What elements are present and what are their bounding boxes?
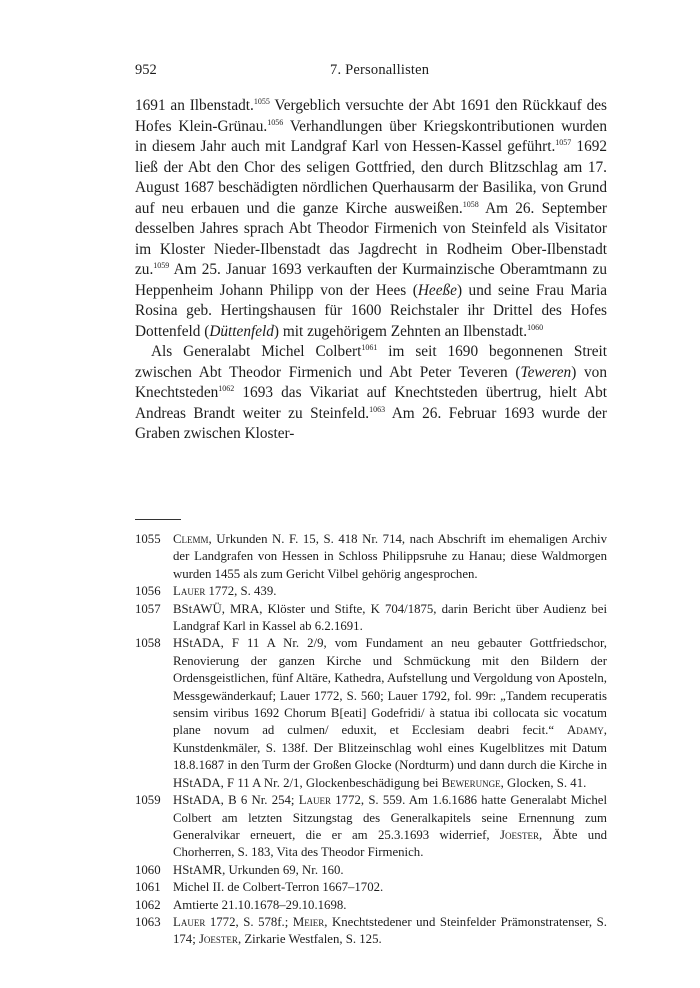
footnote — [135, 635, 607, 792]
footnote — [135, 879, 607, 896]
text-span: HStADA, F 11 A Nr. 2/9, vom Fundament an neu gebauter Gottfriedschor, Renovierung der ganzen Kirche und Schmückung mit den Bildern der Ordensgeistlichen, fünf Altäre, Kathedra, Aufstellung und Vergoldung von Aposteln, Messgewänderkauf; Lauer 1772, S. 560; Lauer 1792, fol. 99r: „Tandem recuperatis sensim viribus 1692 Chorum B[eati] Godefridi/ à statua ibi collocata sic vocatum plane novum ad culmen/ eduxit, et Ecclesiam deabri fecit.“ — [173, 636, 607, 738]
footnote — [135, 897, 607, 914]
footnote-text — [173, 583, 607, 600]
footnote — [135, 862, 607, 879]
footnote-number: 1062 — [135, 897, 161, 912]
text-span: Vergeblich versuchte der Abt 1691 den Rückkauf des Hofes Klein-Grünau. — [135, 97, 607, 135]
footnote-number: 1059 — [135, 793, 161, 808]
footnote — [135, 601, 607, 636]
text-span: ) und seine Frau Maria Rosina geb. Hertingshausen für 1600 Reichstaler ihr Drittel des Hofes Dottenfeld ( — [135, 281, 607, 340]
footnote — [135, 583, 607, 600]
author-name: Lauer — [173, 914, 206, 929]
page-number: 952 — [135, 62, 157, 78]
text-span: Am 25. Januar 1693 verkauften der Kurmainzische Oberamtmann zu Heppenheim Johann Philipp von der Hees ( — [135, 261, 607, 299]
text-span: Am 26. September desselben Jahres sprach Abt Theodor Firmenich von Steinfeld als Visitator im Kloster Nieder-Ilbenstadt das Jagdrecht in Rodheim Ober-Ilbenstadt zu. — [135, 199, 607, 278]
text-span: , Zirkarie Westfalen, S. 125. — [237, 932, 382, 947]
footnote-divider — [135, 519, 181, 520]
italic-name: Düttenfeld — [209, 322, 274, 340]
text-span: 1772, S. 559. Am 1.6.1686 hatte Generalabt Michel Colbert am letzten Sitzungstag des Generalkapitels seine Ernennung zum Generalvikar erneuert, die er am 25.3.1693 widerrief, — [173, 793, 607, 842]
author-name: Joester — [198, 932, 238, 947]
author-name: Clemm — [173, 532, 209, 546]
main-text — [135, 96, 607, 445]
footnote — [135, 792, 607, 862]
footnote-text — [173, 792, 607, 862]
page-header — [135, 62, 607, 82]
footnote-ref: 1059 — [153, 261, 170, 270]
footnote — [135, 531, 607, 583]
paragraph — [135, 342, 607, 445]
text-span: 1691 an Ilbenstadt. — [135, 97, 254, 114]
text-span: Am 26. Februar 1693 wurde der Graben zwischen Kloster- — [135, 404, 608, 442]
footnote-number: 1055 — [135, 532, 161, 546]
text-span: 1692 ließ der Abt den Chor des seligen Gottfried, den durch Blitzschlag am 17. August 1687 beschädigten nördlichen Querhausarm der Basilika, von Grund auf neu erbauen und die ganze Kirche ausweißen. — [135, 138, 608, 217]
footnote-text — [173, 914, 607, 949]
footnote — [135, 914, 607, 949]
footnote-number: 1060 — [135, 862, 161, 877]
text-span: HStADA, B 6 Nr. 254; — [173, 793, 299, 808]
text-span: 1772, S. 578f.; — [205, 914, 293, 929]
italic-name: Tewеren — [520, 363, 572, 381]
author-name: Meier — [292, 914, 325, 929]
footnote-ref: 1062 — [218, 384, 235, 393]
text-span: 1693 das Vikariat auf Knechtsteden übertrug, hielt Abt Andreas Brandt weiter zu Steinfeld. — [135, 384, 607, 422]
footnote-number: 1057 — [135, 601, 161, 616]
author-name: Lauer — [173, 584, 206, 599]
text-span: , Kunstdenkmäler, S. 138f. Der Blitzeinschlag wohl eines Kugelblitzes mit Datum 18.8.1687 in den Turm der Großen Glocke (Nordturm) und dann durch die Kirche in HStADA, F 11 A Nr. 2/1, Glockenbeschädigung bei — [173, 723, 607, 790]
footnote-number: 1061 — [135, 880, 161, 895]
footnote-text: BStAWÜ, MRA, Klöster und Stifte, K 704/1875, darin Bericht über Audienz bei Landgraf Karl in Kassel ab 6.2.1691. — [173, 601, 607, 634]
running-title: 7. Personallisten — [330, 62, 430, 78]
footnote-text: HStAMR, Urkunden 69, Nr. 160. — [173, 862, 344, 877]
footnote-text — [173, 531, 607, 583]
footnote-text — [173, 635, 607, 792]
author-name: Lauer — [298, 793, 332, 808]
footnote-ref: 1057 — [555, 138, 572, 147]
text-span: , Äbte und Chorherren, S. 183, Vita des Theodor Firmenich. — [173, 827, 607, 860]
footnote-ref: 1063 — [369, 404, 386, 414]
paragraph — [135, 96, 607, 342]
text-span: im seit 1690 begonnenen Streit zwischen Abt Theodor Firmenich und Abt Peter Teveren ( — [135, 343, 608, 381]
text-span: ) mit zugehörigem Zehnten an Ilbenstadt. — [273, 322, 528, 340]
text-span: , Urkunden N. F. 15, S. 418 Nr. 714, nach Abschrift im ehemaligen Archiv der Landgrafen von Hessen in Schloss Philippsruhe zu Hanau; diese Waldmorgen wurden 1455 als zum Gericht Vilbel gehörig angesprochen. — [173, 532, 607, 581]
footnote-ref: 1056 — [267, 117, 284, 127]
footnote-ref: 1061 — [361, 343, 378, 352]
text-span: 1772, S. 439. — [205, 584, 277, 599]
footnote-number: 1063 — [135, 914, 161, 929]
text-span: Verhandlungen über Kriegskontributionen wurden in diesem Jahr auch mit Landgraf Karl von Hessen-Kassel geführt. — [135, 117, 607, 155]
text-span: ) von Knechtsteden — [135, 363, 607, 401]
text-span: , Glocken, S. 41. — [500, 775, 587, 790]
footnotes — [135, 531, 607, 949]
footnote-text: Amtierte 21.10.1678–29.10.1698. — [173, 897, 347, 912]
author-name: Adamy — [567, 723, 604, 738]
author-name: Joester — [500, 827, 539, 842]
footnote-number: 1058 — [135, 636, 161, 651]
footnote-ref: 1058 — [462, 199, 479, 209]
italic-name: Heeße — [417, 281, 457, 299]
text-span: Als Generalabt Michel Colbert — [151, 343, 362, 360]
footnote-ref: 1060 — [527, 322, 544, 332]
footnote-number: 1056 — [135, 584, 161, 599]
footnote-text: Michel II. de Colbert-Terron 1667–1702. — [173, 880, 384, 895]
footnote-ref: 1055 — [253, 97, 270, 106]
text-span: , Knechtstedener und Steinfelder Prämonstratenser, S. 174; — [173, 914, 607, 947]
author-name: Bewerunge — [441, 775, 501, 790]
